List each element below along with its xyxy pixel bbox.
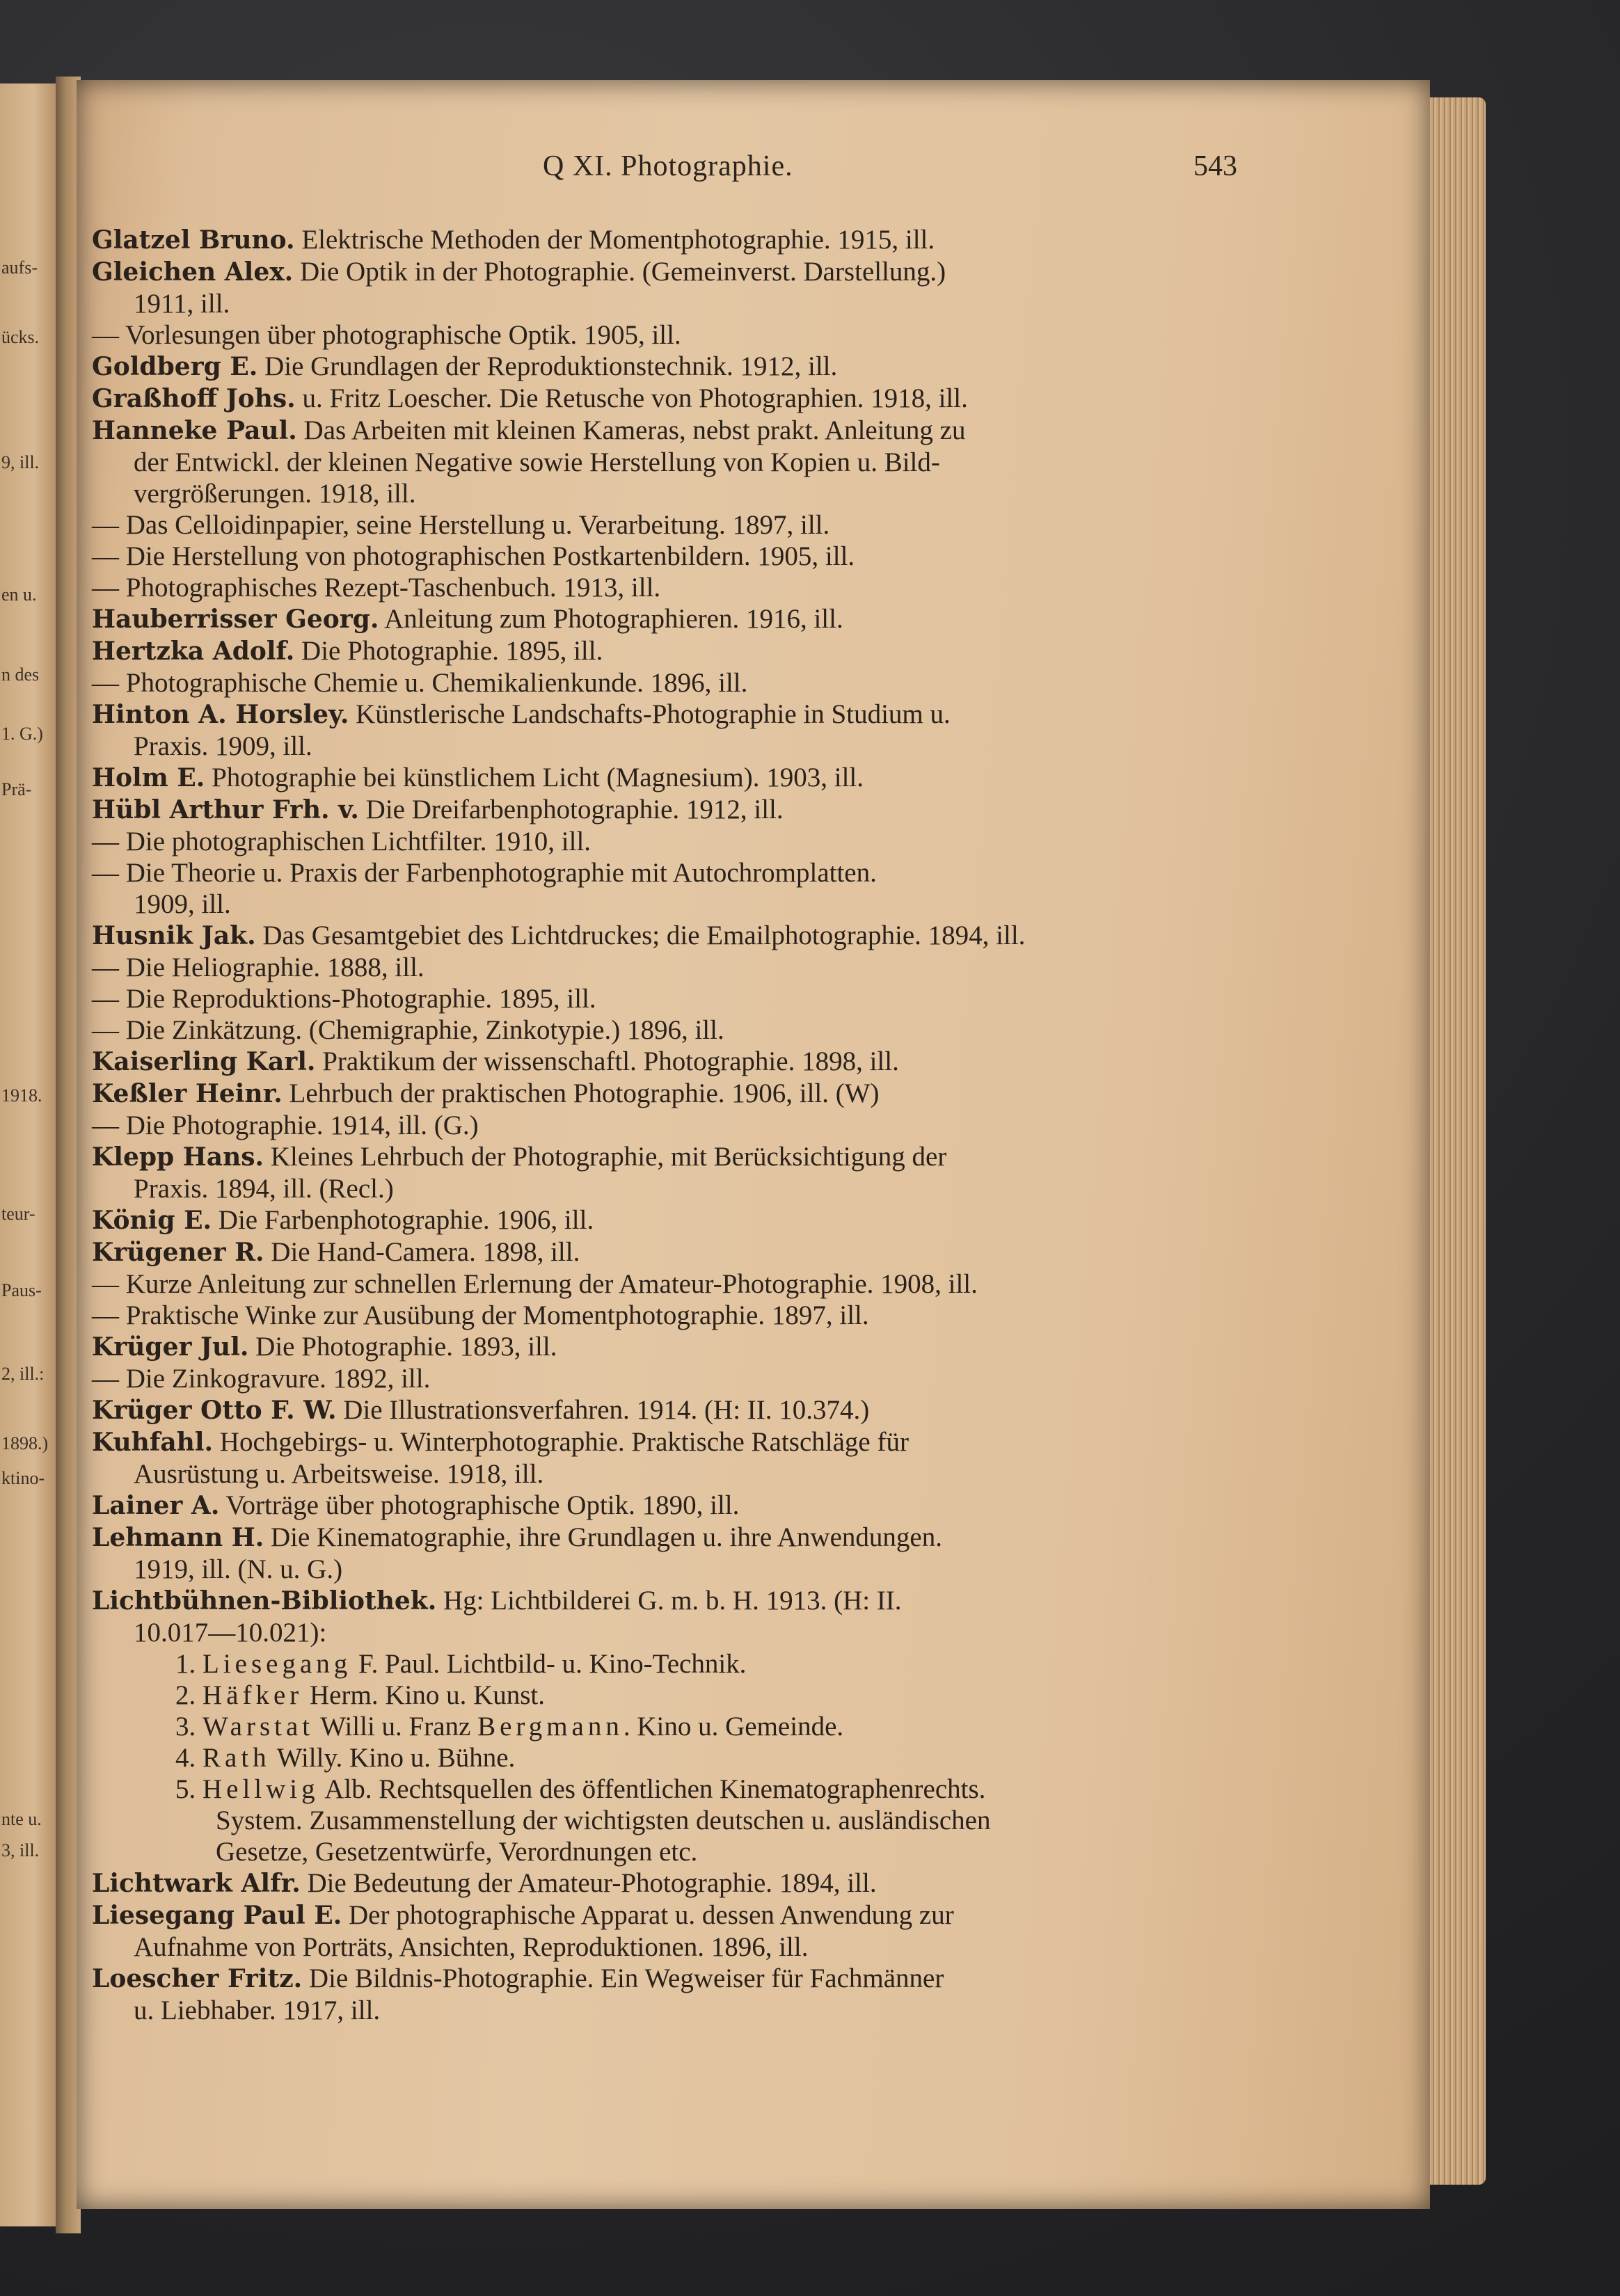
entry-line xyxy=(92,383,1289,415)
entry-continuation: 1911, ill. xyxy=(134,289,230,319)
series-number: 1. xyxy=(175,1649,202,1679)
bibliography-entry xyxy=(92,1110,1289,1141)
entry-text: — Die Herstellung von photographischen Postkartenbildern. 1905, ill. xyxy=(92,541,855,571)
bibliography-entry xyxy=(92,920,1289,952)
entry-continuation: 10.017—10.021): xyxy=(134,1618,327,1648)
entry-text: — Photographisches Rezept-Taschenbuch. 1913, ill. xyxy=(92,573,661,603)
entry-text: Die Hand-Camera. 1898, ill. xyxy=(264,1237,580,1267)
entry-text: — Die photographischen Lichtfilter. 1910, ill. xyxy=(92,827,591,856)
entry-author: Hertzka Adolf. xyxy=(92,637,295,666)
entry-text: — Die Reproduktions-Photographie. 1895, ill. xyxy=(92,984,596,1014)
entry-continuation: Praxis. 1894, ill. (Recl.) xyxy=(134,1174,394,1204)
entry-text: — Die Photographie. 1914, ill. (G.) xyxy=(92,1110,479,1140)
entry-text: Die Kinematographie, ihre Grundlagen u. ihre Anwendungen. xyxy=(264,1522,942,1552)
margin-fragment: Prä- xyxy=(1,779,32,799)
entry-line xyxy=(92,635,1289,667)
entry-text: Die Farbenphotographie. 1906, ill. xyxy=(212,1205,594,1235)
entry-text: Lehrbuch der praktischen Photographie. 1906, ill. (W) xyxy=(282,1078,880,1108)
bibliography-entry xyxy=(92,699,1289,762)
entry-text: Das Gesamtgebiet des Lichtdruckes; die Emailphotographie. 1894, ill. xyxy=(255,920,1026,950)
entry-line xyxy=(92,603,1289,635)
entry-text: Vorträge über photographische Optik. 1890, ill. xyxy=(219,1490,740,1520)
series-author: Hellwig xyxy=(202,1774,319,1804)
margin-fragment: en u. xyxy=(1,584,37,605)
entry-text: Die Photographie. 1895, ill. xyxy=(294,636,603,666)
entry-author: Lichtwark Alfr. xyxy=(92,1869,301,1898)
bibliography-entry xyxy=(92,667,1289,699)
entry-line xyxy=(92,1899,1289,1931)
section-title: Q XI. Photographie. xyxy=(543,150,793,182)
bibliography-entry xyxy=(92,1867,1289,1899)
entry-author: Kaiserling Karl. xyxy=(92,1047,316,1076)
margin-fragment: 1918. xyxy=(1,1085,42,1106)
entry-continuation: Aufnahme von Porträts, Ansichten, Reproduktionen. 1896, ill. xyxy=(134,1932,809,1962)
series-number: 5. xyxy=(175,1774,202,1804)
entry-author: Lichtbühnen-Bibliothek. xyxy=(92,1586,437,1616)
entry-line xyxy=(92,983,1289,1014)
bibliography-entry xyxy=(92,256,1289,319)
entry-text: Die Optik in der Photographie. (Gemeinverst. Darstellung.) xyxy=(293,257,946,287)
series-coauthor: Bergmann xyxy=(477,1712,624,1741)
entry-author: Krügener R. xyxy=(92,1238,264,1267)
series-text: F. Paul. Lichtbild- u. Kino-Technik. xyxy=(351,1649,747,1679)
margin-fragment: 1898.) xyxy=(1,1433,49,1453)
entry-continuation: vergrößerungen. 1918, ill. xyxy=(134,479,416,509)
entry-author: Hübl Arthur Frh. v. xyxy=(92,795,359,824)
entry-line xyxy=(92,224,1289,256)
entry-text: Hg: Lichtbilderei G. m. b. H. 1913. (H: II. xyxy=(436,1586,902,1616)
series-line xyxy=(134,1680,1289,1711)
series-continuation: System. Zusammenstellung der wichtigsten deutschen u. ausländischen xyxy=(216,1805,991,1835)
series-author: Warstat xyxy=(202,1712,315,1741)
series-line xyxy=(134,1711,1289,1742)
bibliography-entry xyxy=(92,794,1289,826)
margin-fragment: 3, ill. xyxy=(1,1840,40,1860)
entry-line xyxy=(92,762,1289,794)
margin-fragment: n des xyxy=(1,664,40,685)
bibliography-entry xyxy=(92,509,1289,541)
entry-line xyxy=(92,667,1289,699)
entry-author: Graßhoff Johs. xyxy=(92,384,296,413)
entry-text: Die Dreifarbenphotographie. 1912, ill. xyxy=(358,795,784,824)
entry-text: Die Bildnis-Photographie. Ein Wegweiser für Fachmänner xyxy=(302,1963,944,1993)
entry-line xyxy=(92,857,1289,888)
entry-text: Das Arbeiten mit kleinen Kameras, nebst prakt. Anleitung zu xyxy=(296,415,966,445)
margin-fragment: ktino- xyxy=(1,1468,45,1488)
entry-text: Die Bedeutung der Amateur-Photographie. 1894, ill. xyxy=(300,1868,877,1898)
entry-text: — Photographische Chemie u. Chemikalienkunde. 1896, ill. xyxy=(92,668,748,698)
bibliography-entry xyxy=(92,952,1289,983)
entry-text: Die Photographie. 1893, ill. xyxy=(248,1332,557,1362)
entry-author: Hinton A. Horsley. xyxy=(92,700,349,729)
bibliography-entry xyxy=(92,1899,1289,1963)
bibliography-entry xyxy=(92,1585,1289,1648)
bibliography-entry xyxy=(92,1363,1289,1394)
series-number: 3. xyxy=(175,1712,202,1741)
entry-line xyxy=(92,1110,1289,1141)
bibliography-entry xyxy=(92,1300,1289,1331)
entry-author: Liesegang Paul E. xyxy=(92,1901,342,1930)
series-text: Alb. Rechtsquellen des öffentlichen Kinematographenrechts. xyxy=(319,1774,986,1804)
bibliography-entry xyxy=(92,572,1289,603)
entry-line xyxy=(92,1522,1289,1554)
bibliography-entry xyxy=(92,1236,1289,1268)
series-author: Häfker xyxy=(202,1680,303,1710)
entry-line xyxy=(92,826,1289,857)
entry-author: Krüger Otto F. W. xyxy=(92,1396,337,1425)
margin-fragment: aufs- xyxy=(1,257,38,278)
entry-text: Photographie bei künstlichem Licht (Magnesium). 1903, ill. xyxy=(205,763,864,792)
series-item xyxy=(92,1742,1289,1773)
entry-text: Anleitung zum Photographieren. 1916, ill. xyxy=(379,604,843,634)
bibliography-entry xyxy=(92,826,1289,857)
entry-continuation: Praxis. 1909, ill. xyxy=(134,731,312,761)
page-header xyxy=(0,150,1620,191)
entry-text: — Kurze Anleitung zur schnellen Erlernung der Amateur-Photographie. 1908, ill. xyxy=(92,1269,978,1299)
entry-line xyxy=(92,1268,1289,1300)
bibliography-entry xyxy=(92,1078,1289,1110)
entry-continuation: 1919, ill. (N. u. G.) xyxy=(134,1554,343,1584)
series-item xyxy=(92,1680,1289,1711)
entry-line xyxy=(92,1963,1289,1995)
series-item xyxy=(92,1648,1289,1680)
entry-text: — Die Zinkätzung. (Chemigraphie, Zinkotypie.) 1896, ill. xyxy=(92,1015,724,1045)
series-author: Rath xyxy=(202,1743,271,1773)
page-number: 543 xyxy=(1193,150,1237,182)
entry-author: Hauberrisser Georg. xyxy=(92,605,379,634)
bibliography-entry xyxy=(92,383,1289,415)
series-number: 4. xyxy=(175,1743,202,1773)
entry-author: Kuhfahl. xyxy=(92,1428,214,1457)
entry-author: Holm E. xyxy=(92,763,205,792)
bibliography-entry xyxy=(92,1268,1289,1300)
bibliography-entry xyxy=(92,1394,1289,1426)
entry-line xyxy=(92,1141,1289,1173)
entry-line xyxy=(92,509,1289,541)
bibliography-entry xyxy=(92,762,1289,794)
entry-line xyxy=(92,572,1289,603)
series-item xyxy=(92,1773,1289,1867)
series-text: Willi u. Franz xyxy=(314,1712,478,1741)
entry-author: Krüger Jul. xyxy=(92,1332,249,1362)
entry-text: Hochgebirgs- u. Winterphotographie. Praktische Ratschläge für xyxy=(213,1427,909,1457)
margin-fragment: nte u. xyxy=(1,1809,42,1829)
series-line xyxy=(134,1648,1289,1680)
margin-fragment: 9, ill. xyxy=(1,452,40,472)
entry-text: Elektrische Methoden der Momentphotographie. 1915, ill. xyxy=(294,225,935,255)
margin-fragment: ücks. xyxy=(1,327,40,347)
bibliography-entry xyxy=(92,415,1289,509)
bibliography-entry xyxy=(92,1426,1289,1490)
entry-text: — Die Zinkogravure. 1892, ill. xyxy=(92,1364,431,1394)
previous-page-edge xyxy=(0,83,56,2226)
entry-line xyxy=(92,256,1289,288)
bibliography-entry xyxy=(92,1331,1289,1363)
series-line xyxy=(134,1742,1289,1773)
bibliography-entry xyxy=(92,541,1289,572)
entry-line xyxy=(92,1046,1289,1078)
margin-fragment: teur- xyxy=(1,1204,35,1224)
bibliography-entry xyxy=(92,857,1289,920)
bibliography-entry xyxy=(92,1522,1289,1585)
series-item xyxy=(92,1711,1289,1742)
bibliography-list xyxy=(92,224,1289,2026)
bibliography-entry xyxy=(92,1204,1289,1236)
entry-line xyxy=(92,351,1289,383)
entry-author: Husnik Jak. xyxy=(92,921,256,950)
entry-text: — Vorlesungen über photographische Optik. 1905, ill. xyxy=(92,320,681,350)
bibliography-entry xyxy=(92,224,1289,256)
entry-line xyxy=(92,1204,1289,1236)
bibliography-entry xyxy=(92,319,1289,351)
entry-author: Goldberg E. xyxy=(92,352,258,381)
bibliography-entry xyxy=(92,1014,1289,1046)
series-number: 2. xyxy=(175,1680,202,1710)
entry-line xyxy=(92,952,1289,983)
entry-line xyxy=(92,1426,1289,1458)
entry-line xyxy=(92,1585,1289,1617)
bibliography-entry xyxy=(92,351,1289,383)
entry-line xyxy=(92,319,1289,351)
entry-continuation: der Entwickl. der kleinen Negative sowie Herstellung von Kopien u. Bild- xyxy=(134,447,940,477)
entry-author: König E. xyxy=(92,1206,212,1235)
entry-text: Die Grundlagen der Reproduktionstechnik. 1912, ill. xyxy=(257,351,838,381)
series-text: Herm. Kino u. Kunst. xyxy=(303,1680,545,1710)
entry-line xyxy=(92,1490,1289,1522)
entry-continuation: Ausrüstung u. Arbeitsweise. 1918, ill. xyxy=(134,1459,544,1489)
bibliography-entry xyxy=(92,983,1289,1014)
entry-text: Kleines Lehrbuch der Photographie, mit Berücksichtigung der xyxy=(264,1142,947,1172)
margin-fragment: Paus- xyxy=(1,1280,42,1300)
entry-line xyxy=(92,1394,1289,1426)
entry-line xyxy=(92,541,1289,572)
bibliography-entry xyxy=(92,603,1289,635)
entry-line xyxy=(92,1014,1289,1046)
entry-author: Lainer A. xyxy=(92,1491,220,1520)
entry-text: — Die Heliographie. 1888, ill. xyxy=(92,952,424,982)
entry-text: Der photographische Apparat u. dessen Anwendung zur xyxy=(342,1900,954,1930)
series-author: Liesegang xyxy=(202,1649,352,1679)
series-continuation: Gesetze, Gesetzentwürfe, Verordnungen etc. xyxy=(216,1837,698,1867)
entry-line xyxy=(92,1867,1289,1899)
entry-text: u. Fritz Loescher. Die Retusche von Photographien. 1918, ill. xyxy=(295,383,968,413)
margin-fragment: 1. G.) xyxy=(1,724,43,744)
entry-text: Praktikum der wissenschaftl. Photographie. 1898, ill. xyxy=(315,1046,899,1076)
entry-line xyxy=(92,920,1289,952)
entry-text: — Praktische Winke zur Ausübung der Momentphotographie. 1897, ill. xyxy=(92,1300,869,1330)
entry-line xyxy=(92,415,1289,447)
entry-line xyxy=(92,1363,1289,1394)
entry-line xyxy=(92,1078,1289,1110)
bibliography-entry xyxy=(92,1490,1289,1522)
entry-author: Gleichen Alex. xyxy=(92,257,294,287)
bibliography-entry xyxy=(92,635,1289,667)
entry-line xyxy=(92,1236,1289,1268)
entry-line xyxy=(92,1300,1289,1331)
bibliography-entry xyxy=(92,1963,1289,2026)
margin-fragment: 2, ill.: xyxy=(1,1364,45,1384)
series-line xyxy=(134,1773,1289,1805)
entry-text: — Die Theorie u. Praxis der Farbenphotographie mit Autochromplatten. xyxy=(92,858,877,888)
bibliography-entry xyxy=(92,1141,1289,1204)
entry-line xyxy=(92,1331,1289,1363)
entry-continuation: 1909, ill. xyxy=(134,889,231,919)
series-text: Willy. Kino u. Bühne. xyxy=(270,1743,516,1773)
entry-author: Klepp Hans. xyxy=(92,1142,264,1172)
series-text: . Kino u. Gemeinde. xyxy=(623,1712,844,1741)
entry-line xyxy=(92,794,1289,826)
entry-text: — Das Celloidinpapier, seine Herstellung u. Verarbeitung. 1897, ill. xyxy=(92,510,830,540)
entry-author: Hanneke Paul. xyxy=(92,416,297,445)
entry-line xyxy=(92,699,1289,731)
entry-author: Keßler Heinr. xyxy=(92,1079,283,1108)
entry-text: Künstlerische Landschafts-Photographie in Studium u. xyxy=(349,699,951,729)
entry-author: Glatzel Bruno. xyxy=(92,225,295,255)
entry-text: Die Illustrationsverfahren. 1914. (H: II. 10.374.) xyxy=(336,1395,870,1425)
entry-continuation: u. Liebhaber. 1917, ill. xyxy=(134,1995,381,2025)
entry-author: Lehmann H. xyxy=(92,1523,264,1552)
entry-author: Loescher Fritz. xyxy=(92,1964,303,1993)
bibliography-entry xyxy=(92,1046,1289,1078)
